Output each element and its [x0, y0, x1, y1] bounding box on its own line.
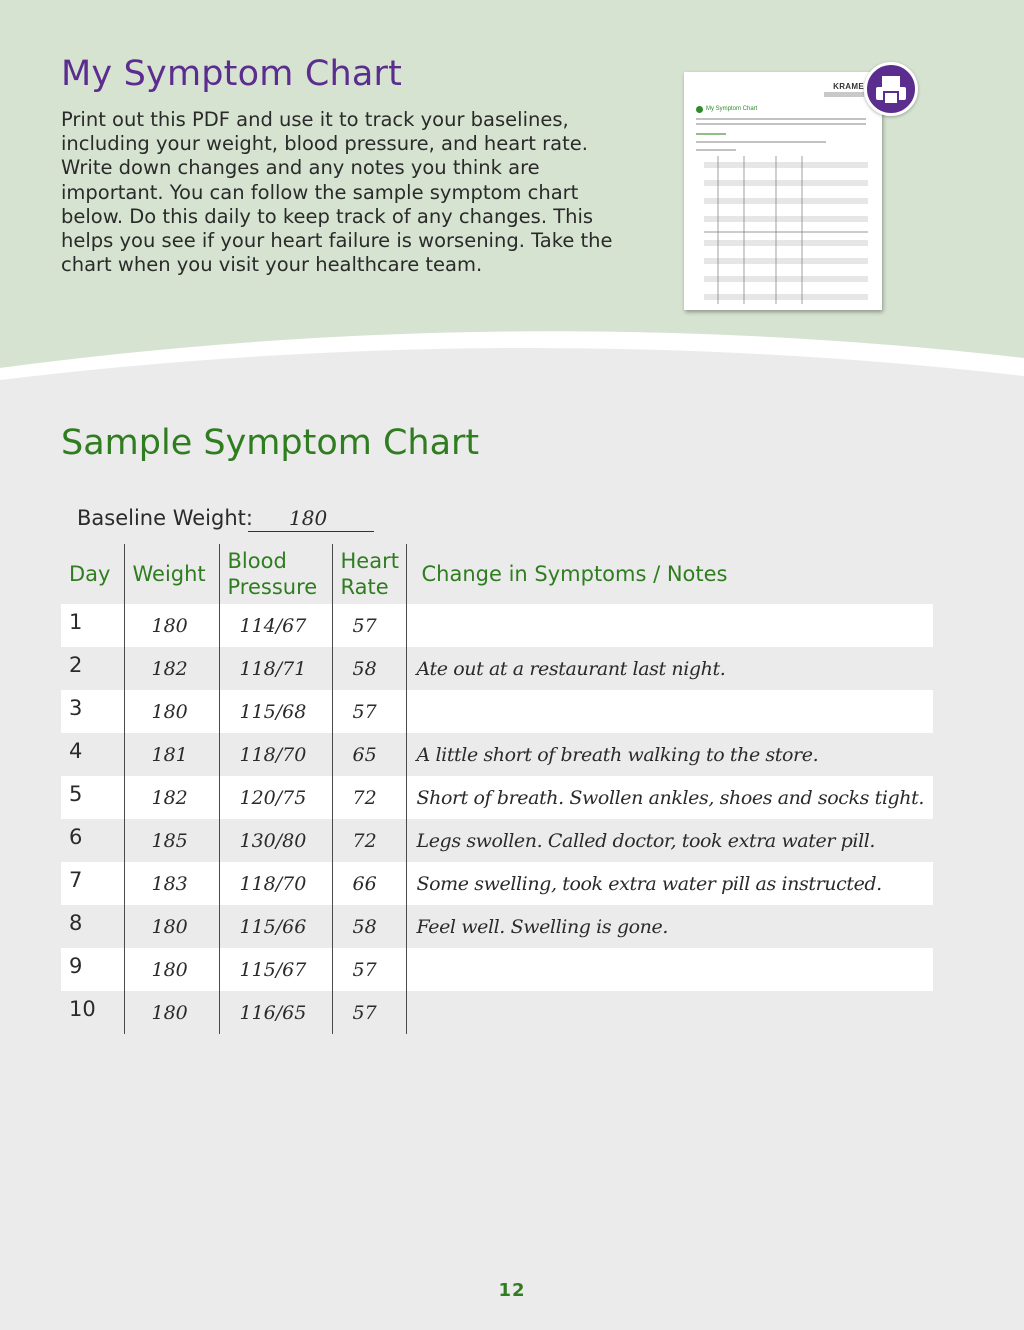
cell-notes [406, 690, 933, 733]
table-row [61, 690, 933, 733]
table-header-row [61, 544, 933, 604]
cell-blood-pressure: 115/68 [219, 690, 332, 733]
cell-weight: 185 [124, 819, 219, 862]
cell-day: 3 [61, 690, 124, 733]
cell-heart-rate: 57 [332, 690, 406, 733]
cell-heart-rate: 57 [332, 948, 406, 991]
cell-day: 1 [61, 604, 124, 647]
cell-heart-rate: 57 [332, 991, 406, 1034]
cell-notes [406, 604, 933, 647]
table-row [61, 647, 933, 690]
cell-notes: Ate out at a restaurant last night. [416, 657, 726, 680]
table-row [61, 948, 933, 991]
cell-blood-pressure: 118/71 [219, 647, 332, 690]
header-blood-pressure: Blood Pressure [219, 544, 332, 604]
cell-weight: 181 [124, 733, 219, 776]
thumbnail-text-line [696, 123, 866, 125]
cell-weight: 183 [124, 862, 219, 905]
cell-day: 2 [61, 647, 124, 690]
baseline-weight-label: Baseline Weight: [77, 506, 253, 530]
cell-heart-rate: 65 [332, 733, 406, 776]
cell-heart-rate: 72 [332, 819, 406, 862]
thumbnail-grid [704, 156, 868, 304]
cell-notes [406, 991, 933, 1034]
thumbnail-text-line [696, 149, 736, 151]
cell-heart-rate: 66 [332, 862, 406, 905]
symptom-table [61, 544, 933, 1034]
table-row [61, 862, 933, 905]
cell-day: 10 [61, 991, 124, 1034]
thumbnail-subline [824, 92, 864, 97]
cell-blood-pressure: 116/65 [219, 991, 332, 1034]
cell-weight: 180 [124, 604, 219, 647]
page-title: My Symptom Chart [61, 54, 403, 94]
cell-weight: 182 [124, 776, 219, 819]
cell-notes: Legs swollen. Called doctor, took extra water pill. [416, 829, 876, 852]
header-heart-rate: Heart Rate [332, 544, 406, 604]
cell-day: 5 [61, 776, 124, 819]
section-title: Sample Symptom Chart [61, 423, 480, 463]
header-notes: Change in Symptoms / Notes [421, 562, 728, 586]
cell-blood-pressure: 130/80 [219, 819, 332, 862]
cell-notes: Short of breath. Swollen ankles, shoes and socks tight. [406, 776, 933, 819]
table-row [61, 905, 933, 948]
thumbnail-text-line [696, 118, 866, 120]
pdf-thumbnail[interactable] [684, 72, 882, 310]
cell-blood-pressure: 120/75 [219, 776, 332, 819]
cell-blood-pressure: 115/67 [219, 948, 332, 991]
cell-day: 4 [61, 733, 124, 776]
cell-day: 7 [61, 862, 124, 905]
cell-day: 8 [61, 905, 124, 948]
thumbnail-text-line [696, 141, 826, 143]
cell-heart-rate: 57 [332, 604, 406, 647]
cell-day: 6 [61, 819, 124, 862]
cell-heart-rate: 72 [332, 776, 406, 819]
thumbnail-brand: KRAME [833, 82, 864, 91]
cell-day: 9 [61, 948, 124, 991]
thumbnail-text-line [696, 133, 726, 135]
thumbnail-bullet-icon [696, 106, 703, 113]
cell-notes: Some swelling, took extra water pill as instructed. [406, 862, 933, 905]
header-weight: Weight [124, 544, 219, 604]
table-row [61, 733, 933, 776]
table-row [61, 819, 933, 862]
cell-blood-pressure: 114/67 [219, 604, 332, 647]
cell-weight: 180 [124, 905, 219, 948]
cell-blood-pressure: 118/70 [219, 733, 332, 776]
cell-notes [406, 948, 933, 991]
table-row [61, 776, 933, 819]
cell-notes: Feel well. Swelling is gone. [416, 915, 668, 938]
header-day: Day [61, 544, 124, 604]
cell-weight: 180 [124, 991, 219, 1034]
cell-notes: A little short of breath walking to the store. [416, 743, 819, 766]
cell-blood-pressure: 115/66 [219, 905, 332, 948]
table-row [61, 604, 933, 647]
print-icon[interactable] [864, 62, 918, 116]
cell-blood-pressure: 118/70 [219, 862, 332, 905]
page-number: 12 [498, 1280, 526, 1301]
thumbnail-title: My Symptom Chart [706, 106, 758, 112]
table-row [61, 991, 933, 1034]
baseline-weight-value: 180 [248, 506, 374, 532]
intro-paragraph: Print out this PDF and use it to track your baselines, including your weight, blood pressure, and heart rate. Write down changes and any notes you think are important. You can follow the sample symptom chart below. Do this daily to keep track of any changes. This helps you see if your heart failure is worsening. Take the chart when you visit your healthcare team. [61, 108, 613, 277]
cell-heart-rate: 58 [332, 647, 406, 690]
cell-weight: 180 [124, 690, 219, 733]
cell-weight: 182 [124, 647, 219, 690]
cell-heart-rate: 58 [332, 905, 406, 948]
cell-weight: 180 [124, 948, 219, 991]
